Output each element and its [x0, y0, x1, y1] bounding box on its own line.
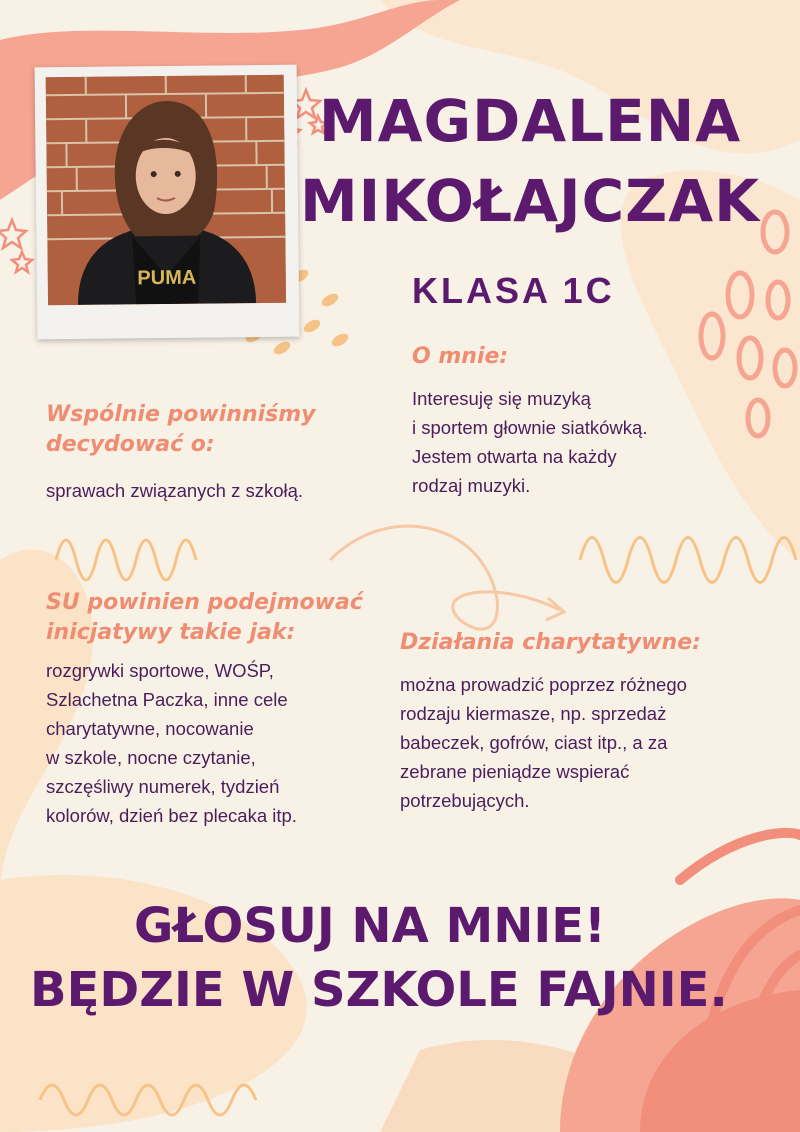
initiatives-line: szczęśliwy numerek, tydzień: [46, 776, 280, 797]
initiatives-heading-line: SU powinien podejmować: [46, 590, 363, 615]
decide-heading-line: Wspólnie powinniśmy: [46, 402, 316, 427]
initiatives-text: [46, 656, 297, 830]
decide-line: sprawach związanych z szkołą.: [46, 480, 304, 501]
candidate-photo: [46, 75, 286, 305]
charity-line: babeczek, gofrów, ciast itp., a za: [400, 732, 668, 753]
slogan-line-1: GŁOSUJ NA MNIE!: [134, 898, 606, 954]
class-label: KLASA 1C: [412, 270, 615, 311]
initiatives-line: rozgrywki sportowe, WOŚP,: [46, 660, 274, 681]
initiatives-line: w szkole, nocne czytanie,: [46, 747, 256, 768]
about-heading: O mnie:: [412, 344, 509, 369]
decide-heading: [46, 400, 316, 460]
polaroid-photo-frame: [35, 65, 300, 340]
wave-right: [580, 538, 796, 583]
charity-text: [400, 670, 687, 815]
initiatives-line: charytatywne, nocowanie: [46, 718, 254, 739]
charity-line: potrzebujących.: [400, 790, 530, 811]
candidate-first-name: MAGDALENA: [318, 87, 742, 155]
curved-arrow: [330, 526, 560, 629]
charity-line: można prowadzić poprzez różnego: [400, 674, 687, 695]
about-line: rodzaj muzyki.: [412, 475, 531, 496]
charity-heading: Działania charytatywne:: [400, 630, 701, 655]
initiatives-line: kolorów, dzień bez plecaka itp.: [46, 805, 297, 826]
about-line: Jestem otwarta na każdy: [412, 446, 617, 467]
slogan-line-2: BĘDZIE W SZKOLE FAJNIE.: [30, 962, 728, 1018]
shirt-logo: PUMA: [137, 266, 197, 290]
initiatives-heading-line: inicjatywy takie jak:: [46, 620, 296, 645]
charity-line: zebrane pieniądze wspierać: [400, 761, 630, 782]
decide-text: [46, 476, 303, 505]
charity-line: rodzaju kiermasze, np. sprzedaż: [400, 703, 667, 724]
about-line: i sportem głownie siatkówką.: [412, 417, 648, 438]
initiatives-line: Szlachetna Paczka, inne cele: [46, 689, 288, 710]
about-line: Interesuję się muzyką: [412, 388, 591, 409]
wave-left: [56, 540, 196, 580]
decide-heading-line: decydować o:: [46, 432, 215, 457]
about-text: [412, 384, 647, 500]
initiatives-heading: [46, 588, 363, 648]
candidate-last-name: MIKOŁAJCZAK: [299, 167, 761, 235]
